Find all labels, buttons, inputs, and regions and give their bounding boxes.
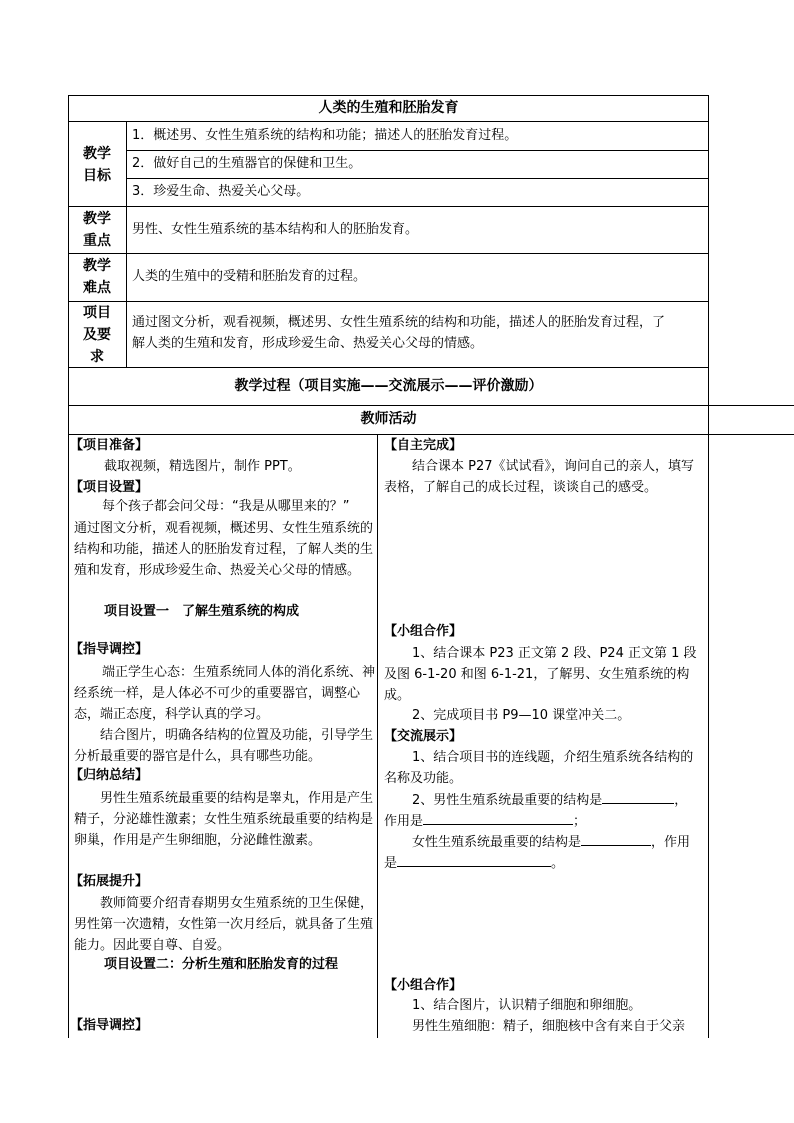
requirements-label-line3: 求	[90, 349, 104, 365]
group-work-paragraph-1: 1、结合课本 P23 正文第 2 段、P24 正文第 1 段及图 6-1-20 和图 6-1-21，了解男、女生殖系统的构成。	[384, 646, 697, 703]
setup-line-1: 每个孩子都会问父母：“我是从哪里来的？”	[102, 499, 350, 514]
requirements-line-1: 通过图文分析，观看视频，概述男、女性生殖系统的结构和功能，描述人的胚胎发育过程，了	[132, 315, 666, 330]
key-points-text: 男性、女性生殖系统的基本结构和人的胚胎发育。	[132, 222, 419, 237]
goal-item-2: 2．做好自己的生殖器官的保健和卫生。	[132, 156, 362, 171]
group-work-title: 【小组合作】	[384, 624, 463, 639]
process-header: 教学过程（项目实施——交流展示——评价激励）	[234, 378, 543, 394]
summary-title: 【归纳总结】	[70, 768, 149, 783]
goals-label-line1: 教学	[83, 146, 111, 162]
group-work-paragraph-2: 2、完成项目书 P9—10 课堂冲关二。	[412, 708, 631, 723]
extend-paragraph: 教师简要介绍青春期男女生殖系统的卫生保健，男性第一次遗精，女性第一次月经后，就具备了生殖能力。因此要自尊、自爱。	[74, 896, 374, 953]
exchange-question-2-line-2	[384, 852, 564, 874]
answer-blank-2[interactable]	[423, 810, 573, 825]
requirements-label-line1: 项目	[83, 305, 111, 321]
requirements-label-line2: 及要	[83, 327, 111, 343]
key-points-label-line2: 重点	[83, 233, 111, 249]
question-1-comma: ，	[674, 793, 688, 808]
question-1-function-label: 作用是	[384, 814, 424, 829]
exchange-question-1	[412, 789, 687, 811]
difficulties-label-line2: 难点	[83, 280, 111, 296]
setup-two: 项目设置二：分析生殖和胚胎发育的过程	[104, 957, 339, 972]
extend-title: 【拓展提升】	[70, 874, 149, 889]
self-complete-paragraph: 结合课本 P27《试试看》，询问自己的亲人，填写表格，了解自己的成长过程，谈谈自己的感受。	[384, 459, 695, 495]
group-work-2-title: 【小组合作】	[384, 978, 463, 993]
goals-label-line2: 目标	[83, 168, 111, 184]
self-complete-title: 【自主完成】	[384, 438, 463, 453]
teacher-activity-header: 教师活动	[360, 411, 417, 427]
question-2-prefix: 女性生殖系统最重要的结构是	[412, 835, 582, 850]
question-2-function: ，作用	[651, 835, 691, 850]
answer-blank-3[interactable]	[581, 831, 651, 846]
group-work-2-line-2: 男性生殖细胞：精子，细胞核中含有来自于父亲	[412, 1019, 686, 1034]
question-2-is: 是	[384, 856, 398, 871]
question-1-semicolon: ；	[573, 814, 587, 829]
goals-label	[70, 143, 124, 187]
answer-blank-4[interactable]	[397, 852, 551, 867]
guide2-title: 【指导调控】	[70, 1018, 149, 1033]
difficulties-label-line1: 教学	[83, 258, 111, 274]
key-points-label	[70, 208, 124, 252]
goal-item-1: 1．概述男、女性生殖系统的结构和功能；描述人的胚胎发育过程。	[132, 128, 518, 143]
exchange-question-2	[412, 831, 690, 853]
requirements-label	[70, 302, 124, 368]
difficulties-label	[70, 255, 124, 299]
setup-one: 项目设置一 了解生殖系统的构成	[104, 604, 300, 619]
answer-blank-1[interactable]	[602, 789, 674, 804]
exchange-title: 【交流展示】	[384, 729, 463, 744]
exchange-paragraph-1: 1、结合项目书的连线题，介绍生殖系统各结构的名称及功能。	[384, 750, 694, 786]
prep-title: 【项目准备】	[70, 438, 149, 453]
setup-paragraph: 通过图文分析，观看视频，概述男、女性生殖系统的结构和功能，描述人的胚胎发育过程，了解人类的生殖和发育，形成珍爱生命、热爱关心父母的情感。	[74, 521, 374, 578]
goal-item-3: 3．珍爱生命、热爱关心父母。	[132, 184, 310, 199]
requirements-line-2: 解人类的生殖和发育，形成珍爱生命、热爱关心父母的情感。	[132, 336, 484, 351]
question-2-period: 。	[551, 856, 565, 871]
guide-title: 【指导调控】	[70, 642, 149, 657]
guide-paragraph-1: 端正学生心态：生殖系统同人体的消化系统、神经系统一样，是人体必不可少的重要器官，调整心态，端正态度，科学认真的学习。	[74, 665, 376, 722]
prep-text: 截取视频，精选图片，制作 PPT。	[104, 459, 301, 474]
summary-paragraph: 男性生殖系统最重要的结构是睾丸，作用是产生精子，分泌雄性激素；女性生殖系统最重要的结构是卵巢，作用是产生卵细胞，分泌雌性激素。	[74, 791, 374, 848]
page-title: 人类的生殖和胚胎发育	[318, 100, 459, 116]
difficulties-text: 人类的生殖中的受精和胚胎发育的过程。	[132, 269, 367, 284]
key-points-label-line1: 教学	[83, 211, 111, 227]
exchange-question-1-line-2	[384, 810, 586, 832]
group-work-2-line-1: 1、结合图片，认识精子细胞和卵细胞。	[412, 998, 642, 1013]
setup-title: 【项目设置】	[70, 480, 149, 495]
guide-paragraph-2: 结合图片，明确各结构的位置及功能，引导学生分析最重要的器官是什么，具有哪些功能。	[74, 728, 374, 764]
question-1-prefix: 2、男性生殖系统最重要的结构是	[412, 793, 603, 808]
